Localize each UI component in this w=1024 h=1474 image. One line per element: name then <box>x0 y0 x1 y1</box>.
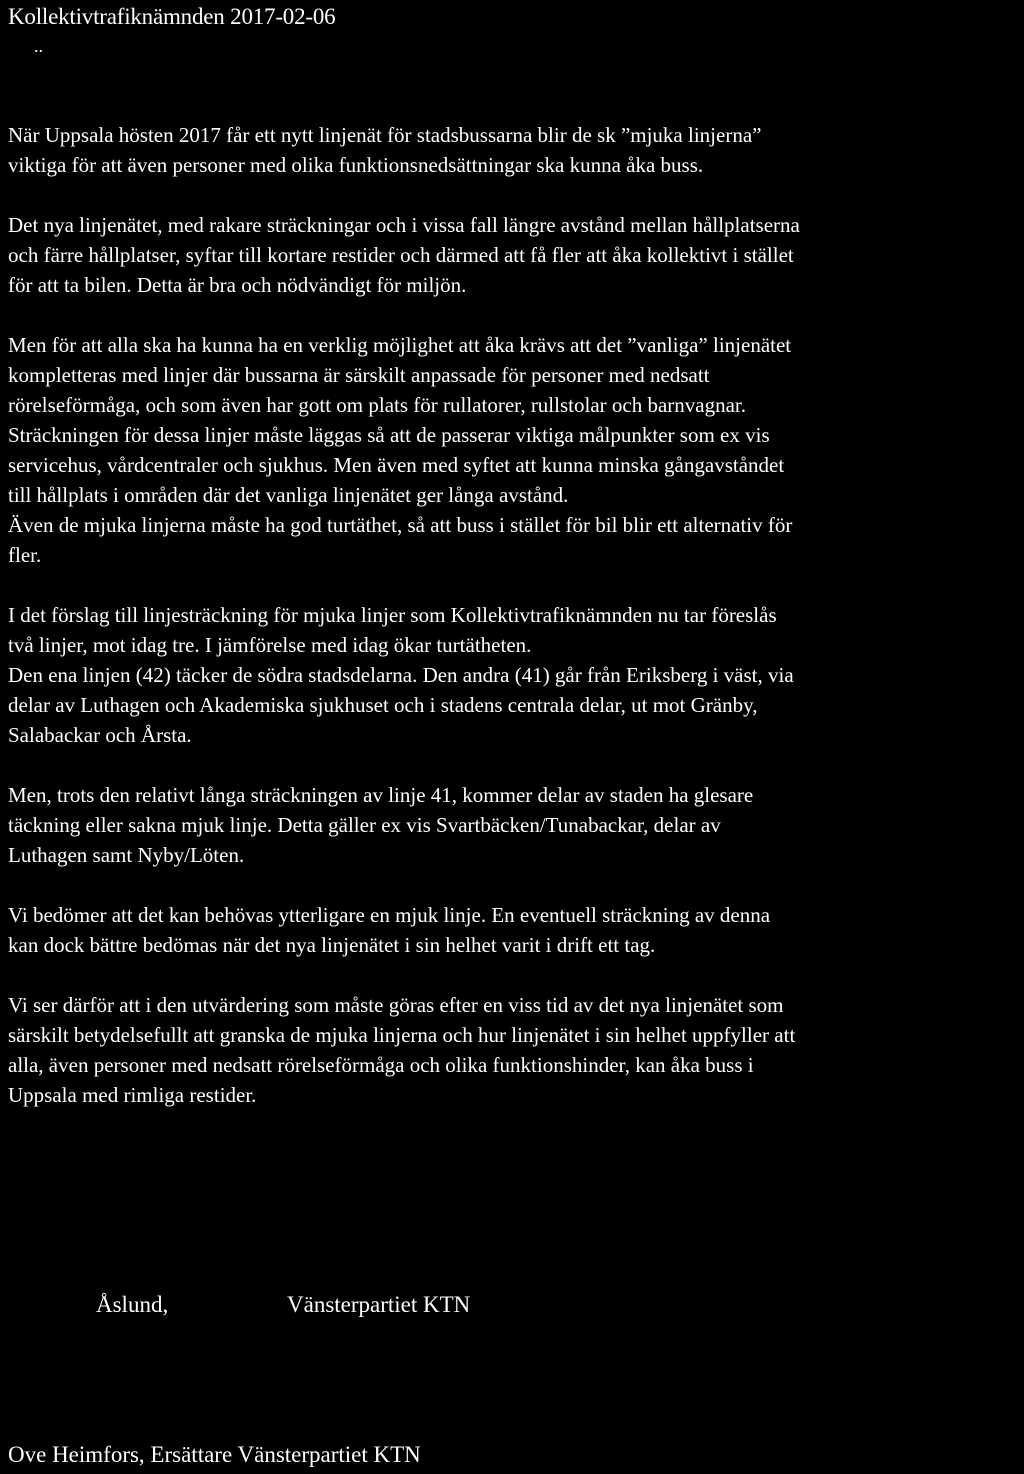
document-body <box>8 120 1020 1110</box>
text-line: Men för att alla ska ha kunna ha en verklig möjlighet att åka krävs att det ”vanliga” linjenätet <box>8 333 792 357</box>
text-line: rörelseförmåga, och som även har gott om plats för rullatorer, rullstolar och barnvagnar. <box>8 393 746 417</box>
text-line: täckning eller sakna mjuk linje. Detta gäller ex vis Svartbäcken/Tunabackar, delar av <box>8 813 721 837</box>
text-line: fler. <box>8 543 42 567</box>
text-line: och färre hållplatser, syftar till kortare restider och därmed att få fler att åka kollektivt i stället <box>8 243 794 267</box>
text-line: två linjer, mot idag tre. I jämförelse med idag ökar turtätheten. <box>8 633 532 657</box>
paragraph-6 <box>8 900 1020 960</box>
text-line: Även de mjuka linjerna måste ha god turtäthet, så att buss i stället för bil blir ett alternativ för <box>8 513 793 537</box>
paragraph-3 <box>8 330 1020 570</box>
text-line: Salabackar och Årsta. <box>8 723 192 747</box>
paragraph-5 <box>8 780 1020 870</box>
text-line: kan dock bättre bedömas när det nya linjenätet i sin helhet varit i drift ett tag. <box>8 933 656 957</box>
text-line: till hållplats i områden där det vanliga linjenätet ger långa avstånd. <box>8 483 569 507</box>
paragraph-7 <box>8 990 1020 1110</box>
text-line: för att ta bilen. Detta är bra och nödvändigt för miljön. <box>8 273 467 297</box>
text-line: Luthagen samt Nyby/Löten. <box>8 843 245 867</box>
text-line: alla, även personer med nedsatt rörelseförmåga och olika funktionshinder, kan åka buss i <box>8 1053 754 1077</box>
text-line: servicehus, vårdcentraler och sjukhus. Men även med syftet att kunna minska gångavståndet <box>8 453 785 477</box>
text-line: När Uppsala hösten 2017 får ett nytt linjenät för stadsbussarna blir de sk ”mjuka linjerna” <box>8 123 762 147</box>
text-line: Vi ser därför att i den utvärdering som måste göras efter en viss tid av det nya linjenätet som <box>8 993 784 1017</box>
text-line: Den ena linjen (42) täcker de södra stadsdelarna. Den andra (41) går från Eriksberg i väst, via <box>8 663 794 687</box>
document-header: Kollektivtrafiknämnden 2017-02-06 <box>8 4 336 29</box>
signature-block-2: Ove Heimfors, Ersättare Vänsterpartiet KTN <box>8 1442 421 1467</box>
text-line: kompletteras med linjer där bussarna är särskilt anpassade för personer med nedsatt <box>8 363 710 387</box>
text-line: viktiga för att även personer med olika funktionsnedsättningar ska kunna åka buss. <box>8 153 704 177</box>
paragraph-2 <box>8 210 1020 300</box>
header-marks: .. <box>34 36 43 56</box>
text-line: delar av Luthagen och Akademiska sjukhuset och i stadens centrala delar, ut mot Gränby, <box>8 693 758 717</box>
text-line: Sträckningen för dessa linjer måste läggas så att de passerar viktiga målpunkter som ex vis <box>8 423 770 447</box>
text-line: Det nya linjenätet, med rakare sträckningar och i vissa fall längre avstånd mellan hållplatserna <box>8 213 800 237</box>
text-line: särskilt betydelsefullt att granska de mjuka linjerna och hur linjenätet i sin helhet uppfyller att <box>8 1023 796 1047</box>
signature-party: Vänsterpartiet KTN <box>287 1292 471 1317</box>
text-line: Uppsala med rimliga restider. <box>8 1083 257 1107</box>
text-line: I det förslag till linjesträckning för mjuka linjer som Kollektivtrafiknämnden nu tar föreslås <box>8 603 777 627</box>
text-line: Men, trots den relativt långa sträckningen av linje 41, kommer delar av staden ha glesare <box>8 783 754 807</box>
text-line: Vi bedömer att det kan behövas ytterligare en mjuk linje. En eventuell sträckning av denna <box>8 903 771 927</box>
signature-name: Åslund, <box>96 1292 169 1317</box>
paragraph-4 <box>8 600 1020 750</box>
paragraph-1 <box>8 120 1020 180</box>
